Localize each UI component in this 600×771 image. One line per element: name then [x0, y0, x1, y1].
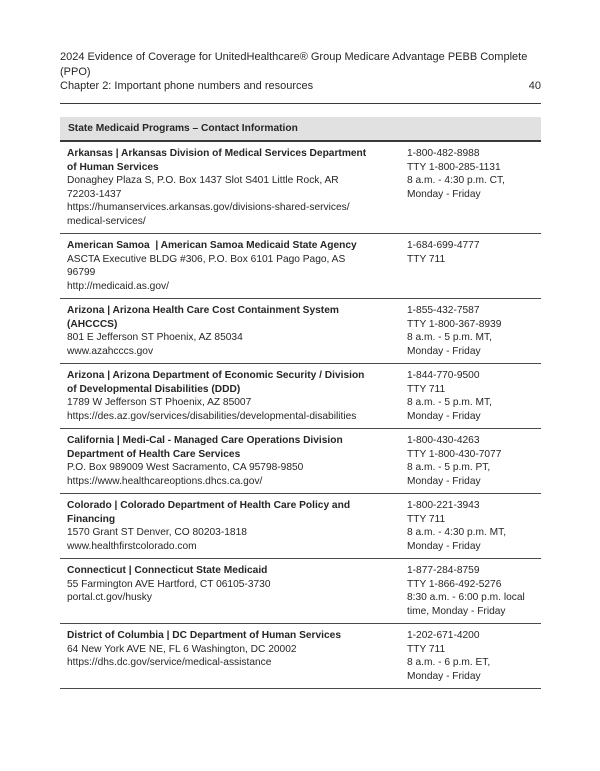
org-cell: [67, 147, 407, 228]
org-cell: [67, 434, 407, 488]
contact-cell: 1-800-221-3943 TTY 711 8 a.m. - 4:30 p.m. MT, Monday - Friday: [407, 500, 507, 552]
org-address: 64 New York AVE NE, FL 6 Washington, DC 20002: [67, 643, 297, 655]
org-website: portal.ct.gov/husky: [67, 592, 152, 603]
table-title: State Medicaid Programs – Contact Information: [60, 117, 541, 143]
table-row-connecticut: [60, 559, 541, 624]
org-title: American Samoa | American Samoa Medicaid State Agency: [67, 240, 357, 251]
table-row-colorado: [60, 494, 541, 559]
contact-cell: 1-684-699-4777 TTY 711: [407, 240, 480, 265]
org-address: 1570 Grant ST Denver, CO 80203-1818: [67, 527, 247, 538]
org-address: ASCTA Executive BLDG #306, P.O. Box 6101 Pago Pago, AS 96799: [67, 253, 346, 278]
org-address: 801 E Jefferson ST Phoenix, AZ 85034: [67, 332, 243, 343]
contact-cell: 1-877-284-8759 TTY 1-866-492-5276 8:30 a.m. - 6:00 p.m. local time, Monday - Friday: [407, 565, 525, 617]
table-row-arizona-ddd: [60, 364, 541, 429]
page-header: [60, 50, 541, 104]
header-chapter-row: [60, 79, 541, 94]
page-number: 40: [528, 80, 541, 92]
contact-cell: 1-844-770-9500 TTY 711 8 a.m. - 5 p.m. MT, Monday - Friday: [407, 370, 492, 422]
contact-cell: 1-800-430-4263 TTY 1-800-430-7077 8 a.m. - 5 p.m. PT, Monday - Friday: [407, 435, 502, 487]
header-title-line-2: (PPO): [60, 65, 91, 78]
contact-cell: 1-800-482-8988 TTY 1-800-285-1131 8 a.m. - 4:30 p.m. CT, Monday - Friday: [407, 148, 505, 200]
chapter-title: Chapter 2: Important phone numbers and resources: [60, 80, 314, 92]
org-cell: [67, 239, 407, 293]
org-website: www.azahcccs.gov: [67, 345, 154, 357]
org-cell: [67, 564, 407, 618]
org-cell: [67, 304, 407, 358]
org-website: https://humanservices.arkansas.gov/divisions-shared-services/ medical-services/: [67, 202, 350, 227]
org-website: http://medicaid.as.gov/: [67, 280, 169, 292]
contact-cell: 1-855-432-7587 TTY 1-800-367-8939 8 a.m. - 5 p.m. MT, Monday - Friday: [407, 305, 502, 357]
org-address: 55 Farmington AVE Hartford, CT 06105-3730: [67, 578, 271, 590]
org-website: www.healthfirstcolorado.com: [67, 540, 197, 552]
table-row-american-samoa: [60, 234, 541, 299]
state-medicaid-contact-table: [60, 117, 541, 690]
org-address: 1789 W Jefferson ST Phoenix, AZ 85007: [67, 397, 252, 408]
org-title: Arkansas | Arkansas Division of Medical Services Department of Human Services: [67, 148, 367, 173]
org-website: https://des.az.gov/services/disabilities/developmental-disabilities: [67, 410, 357, 422]
org-address: P.O. Box 989009 West Sacramento, CA 95798-9850: [67, 462, 304, 473]
header-title-line-1: 2024 Evidence of Coverage for UnitedHealthcare® Group Medicare Advantage PEBB Complete: [60, 51, 528, 63]
contact-cell: 1-202-671-4200 TTY 711 8 a.m. - 6 p.m. ET, Monday - Friday: [407, 630, 491, 682]
table-row-district-of-columbia: [60, 624, 541, 689]
org-cell: [67, 369, 407, 423]
org-address: Donaghey Plaza S, P.O. Box 1437 Slot S401 Little Rock, AR 72203-1437: [67, 175, 339, 200]
org-cell: [67, 629, 407, 683]
org-title: Arizona | Arizona Health Care Cost Containment System (AHCCCS): [67, 305, 339, 330]
table-row-arkansas: [60, 142, 541, 234]
org-cell: [67, 499, 407, 553]
table-row-california: [60, 429, 541, 494]
table-row-arizona-ahcccs: [60, 299, 541, 364]
org-title: District of Columbia | DC Department of Human Services: [67, 630, 342, 641]
org-title: Colorado | Colorado Department of Health Care Policy and Financing: [67, 500, 351, 525]
org-website: https://www.healthcareoptions.dhcs.ca.gov/: [67, 475, 263, 487]
org-website: https://dhs.dc.gov/service/medical-assistance: [67, 657, 272, 668]
org-title: California | Medi-Cal - Managed Care Operations Division Department of Health Care Services: [67, 435, 343, 460]
org-title: Arizona | Arizona Department of Economic Security / Division of Developmental Disabilities (DDD): [67, 370, 365, 395]
org-title: Connecticut | Connecticut State Medicaid: [67, 565, 268, 576]
